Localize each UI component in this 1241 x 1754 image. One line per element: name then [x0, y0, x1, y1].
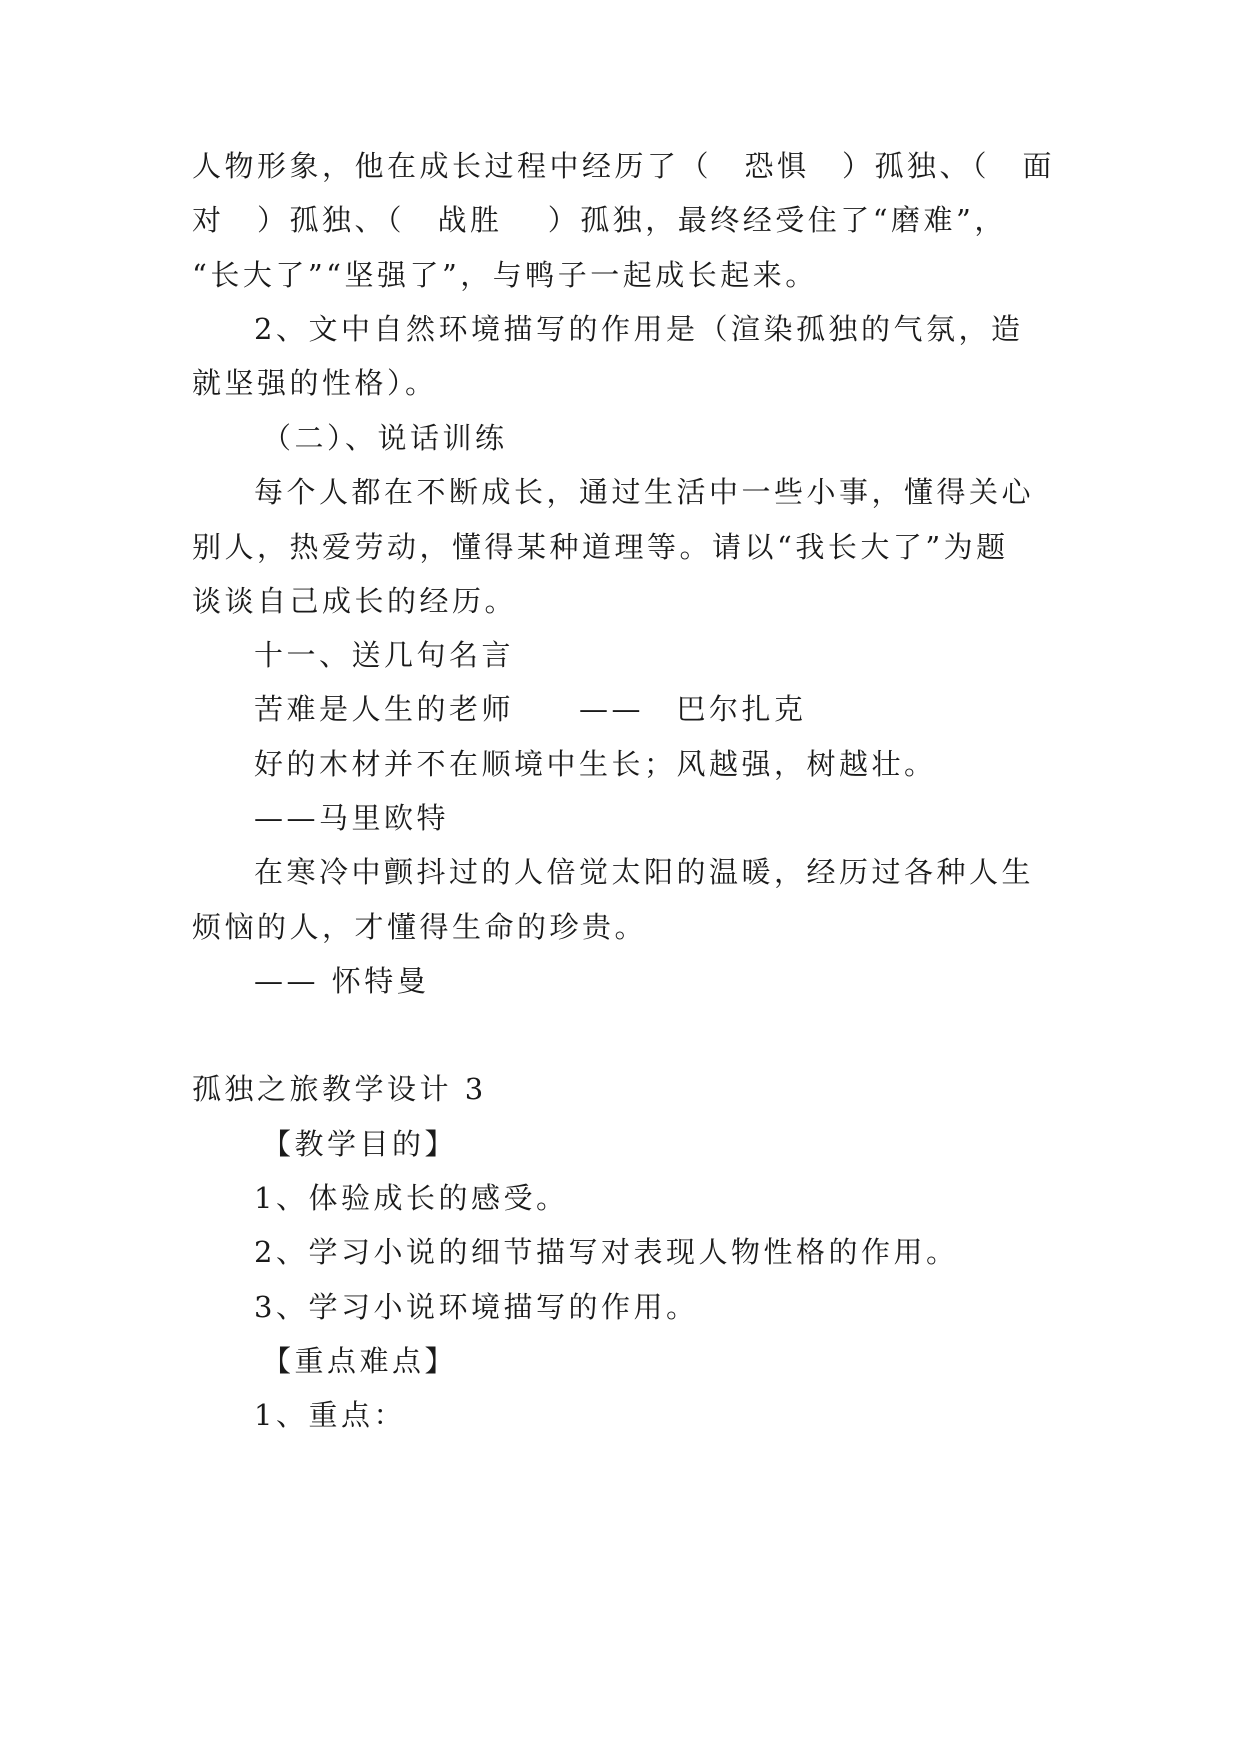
quote-line: 在寒冷中颤抖过的人倍觉太阳的温暖，经历过各种人生 [254, 855, 1035, 889]
text-line: 2、文中自然环境描写的作用是（渲染孤独的气氛，造 [254, 312, 1024, 346]
text-line: 每个人都在不断成长，通过生活中一些小事，懂得关心 [254, 475, 1035, 509]
quote-line: 好的木材并不在顺境中生长；风越强，树越壮。 [254, 747, 937, 781]
text-line: 谈谈自己成长的经历。 [192, 584, 518, 618]
text-line: 对 ）孤独、（ 战胜 ）孤独，最终经受住了“磨难”， [192, 203, 1007, 237]
list-item: 2、学习小说的细节描写对表现人物性格的作用。 [254, 1235, 959, 1269]
quote-attribution: ——马里欧特 [254, 801, 450, 835]
document-title: 孤独之旅教学设计 3 [192, 1072, 487, 1106]
quote-line: 烦恼的人，才懂得生命的珍贵。 [192, 910, 648, 944]
list-item: 1、重点： [254, 1398, 406, 1432]
text-line: 人物形象，他在成长过程中经历了（ 恐惧 ）孤独、（ 面 [192, 149, 1056, 183]
section-heading: 【教学目的】 [262, 1127, 458, 1161]
text-line: 就坚强的性格）。 [192, 366, 438, 400]
text-line: “长大了”“坚强了”，与鸭子一起成长起来。 [192, 258, 818, 292]
list-item: 3、学习小说环境描写的作用。 [254, 1290, 699, 1324]
section-heading: 【重点难点】 [262, 1344, 458, 1378]
text-line: 别人，热爱劳动，懂得某种道理等。请以“我长大了”为题 [192, 530, 1009, 564]
quote-line: 苦难是人生的老师 —— 巴尔扎克 [254, 692, 807, 726]
list-item: 1、体验成长的感受。 [254, 1181, 569, 1215]
section-heading: （二）、说话训练 [262, 421, 508, 455]
section-heading: 十一、送几句名言 [254, 638, 515, 672]
quote-attribution: —— 怀特曼 [254, 964, 430, 998]
